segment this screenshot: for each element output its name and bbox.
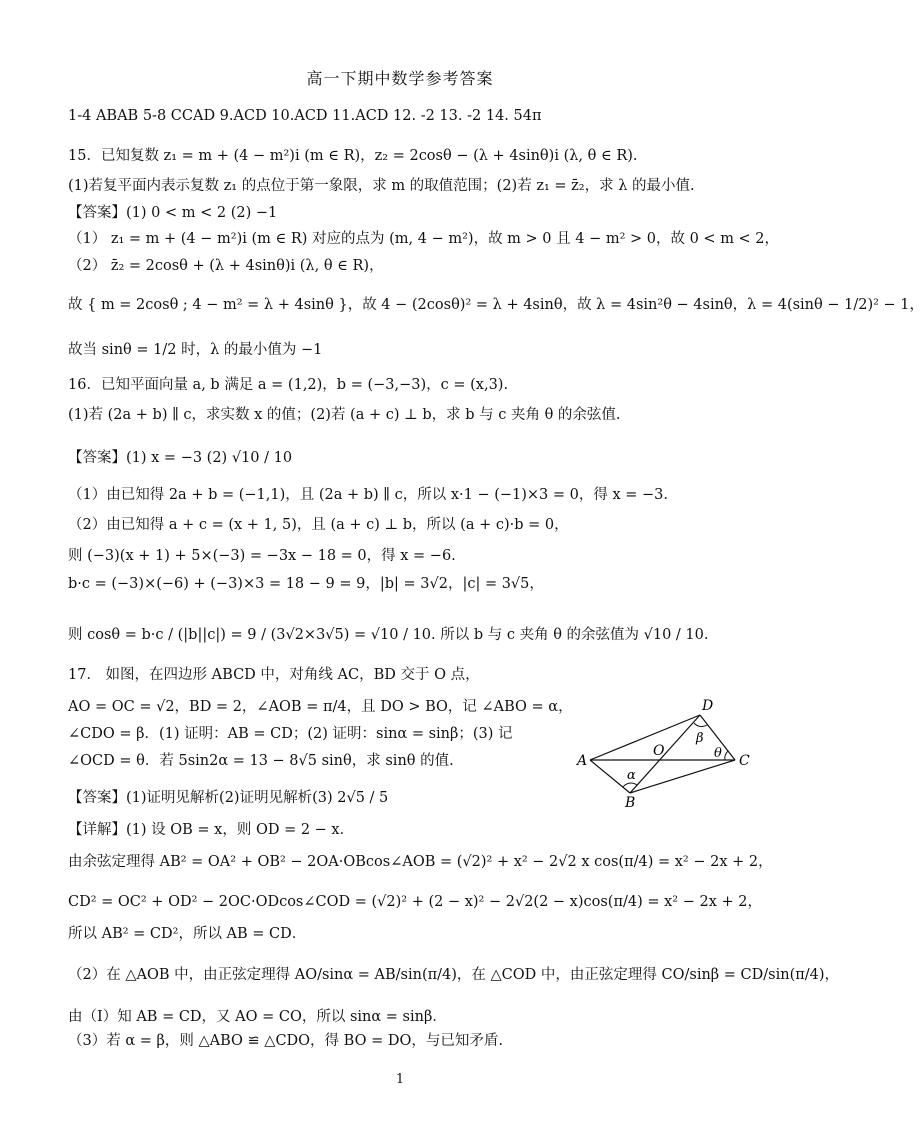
q16-statement: 16．已知平面向量 a, b 满足 a = (1,2)，b = (−3,−3)，c = (x,3).: [68, 377, 509, 393]
q15-answer: 【答案】(1) 0 < m < 2 (2) −1: [68, 205, 278, 221]
q17-detail-5: （2）在 △AOB 中，由正弦定理得 AO/sinα = AB/sin(π/4)，在 △COD 中，由正弦定理得 CO/sinβ = CD/sin(π/4)，: [68, 967, 840, 983]
page-number: 1: [395, 1072, 405, 1087]
q16-answer: 【答案】(1) x = −3 (2) √10 / 10: [68, 450, 293, 466]
label-alpha: α: [627, 768, 636, 783]
edge-ba: [590, 760, 630, 793]
label-o: O: [653, 743, 665, 759]
q17-statement-2: AO = OC = √2，BD = 2，∠AOB = π/4，且 DO > BO，记 ∠ABO = α，: [68, 699, 573, 715]
q16-subquestions: (1)若 (2a + b) ∥ c，求实数 x 的值；(2)若 (a + c) ⊥ b，求 b 与 c 夹角 θ 的余弦值.: [68, 407, 621, 423]
q16-solution-5: 则 cosθ = b·c / (|b||c|) = 9 / (3√2×3√5) = √10 / 10. 所以 b 与 c 夹角 θ 的余弦值为 √10 / 10.: [68, 627, 709, 643]
quadrilateral-figure: [575, 695, 755, 810]
q17-answer: 【答案】(1)证明见解析(2)证明见解析(3) 2√5 / 5: [68, 790, 389, 806]
angle-theta-arc: [725, 751, 728, 760]
q15-subquestions: (1)若复平面内表示复数 z₁ 的点位于第一象限，求 m 的取值范围；(2)若 z₁ = z̄₂，求 λ 的最小值.: [68, 178, 695, 194]
q15-solution-3: 故 { m = 2cosθ ; 4 − m² = λ + 4sinθ }，故 4 − (2cosθ)² = λ + 4sinθ，故 λ = 4sin²θ − 4sinθ，λ = 4(sinθ − 1/2)² − 1，: [68, 297, 924, 313]
q17-detail-3: CD² = OC² + OD² − 2OC·ODcos∠COD = (√2)² + (2 − x)² − 2√2(2 − x)cos(π/4) = x² − 2x + 2，: [68, 894, 762, 910]
q15-solution-2: （2） z̄₂ = 2cosθ + (λ + 4sinθ)i (λ, θ ∈ R)，: [68, 258, 384, 274]
angle-alpha-arc: [623, 783, 637, 787]
label-a: A: [577, 753, 588, 769]
q17-statement-1: 17． 如图，在四边形 ABCD 中，对角线 AC，BD 交于 O 点，: [68, 667, 480, 683]
q15-solution-1: （1） z₁ = m + (4 − m²)i (m ∈ R) 对应的点为 (m, 4 − m²)，故 m > 0 且 4 − m² > 0，故 0 < m < 2，: [68, 231, 780, 247]
q17-detail-1: 【详解】(1) 设 OB = x，则 OD = 2 − x．: [68, 822, 355, 838]
q17-statement-3: ∠CDO = β．(1) 证明：AB = CD；(2) 证明：sinα = sinβ；(3) 记: [68, 726, 513, 742]
edge-cb: [630, 760, 735, 793]
page-title: 高一下期中数学参考答案: [306, 69, 494, 88]
q17-detail-2: 由余弦定理得 AB² = OA² + OB² − 2OA·OBcos∠AOB = (√2)² + x² − 2√2 x cos(π/4) = x² − 2x + 2，: [68, 854, 773, 870]
q16-solution-4: b·c = (−3)×(−6) + (−3)×3 = 18 − 9 = 9，|b| = 3√2，|c| = 3√5，: [68, 576, 544, 592]
label-d: D: [702, 698, 714, 714]
q17-detail-6: 由（Ⅰ）知 AB = CD，又 AO = CO，所以 sinα = sinβ．: [68, 1009, 447, 1025]
label-b: B: [625, 795, 636, 811]
q17-statement-4: ∠OCD = θ．若 5sin2α = 13 − 8√5 sinθ，求 sinθ 的值.: [68, 753, 454, 769]
quadrilateral-diagram: [575, 695, 755, 810]
q16-solution-3: 则 (−3)(x + 1) + 5×(−3) = −3x − 18 = 0，得 x = −6.: [68, 548, 456, 564]
q17-detail-7: （3）若 α = β，则 △ABO ≌ △CDO，得 BO = DO，与已知矛盾.: [68, 1033, 503, 1049]
angle-beta-arc: [694, 723, 707, 727]
q15-statement: 15．已知复数 z₁ = m + (4 − m²)i (m ∈ R)，z₂ = 2cosθ − (λ + 4sinθ)i (λ, θ ∈ R).: [68, 148, 638, 164]
edge-ad: [590, 715, 700, 760]
label-theta: θ: [714, 746, 722, 761]
q16-solution-2: （2）由已知得 a + c = (x + 1, 5)，且 (a + c) ⊥ b，所以 (a + c)·b = 0，: [68, 517, 569, 533]
label-beta: β: [696, 731, 704, 746]
q17-detail-4: 所以 AB² = CD²，所以 AB = CD．: [68, 926, 307, 942]
diagonal-bd: [630, 715, 700, 793]
q15-conclusion: 故当 sinθ = 1/2 时，λ 的最小值为 −1: [68, 342, 323, 358]
q16-solution-1: （1）由已知得 2a + b = (−1,1)，且 (2a + b) ∥ c，所以 x·1 − (−1)×3 = 0，得 x = −3.: [68, 487, 669, 503]
label-c: C: [739, 753, 750, 769]
answer-key-line: 1-4 ABAB 5-8 CCAD 9.ACD 10.ACD 11.ACD 12. -2 13. -2 14. 54π: [68, 108, 542, 124]
